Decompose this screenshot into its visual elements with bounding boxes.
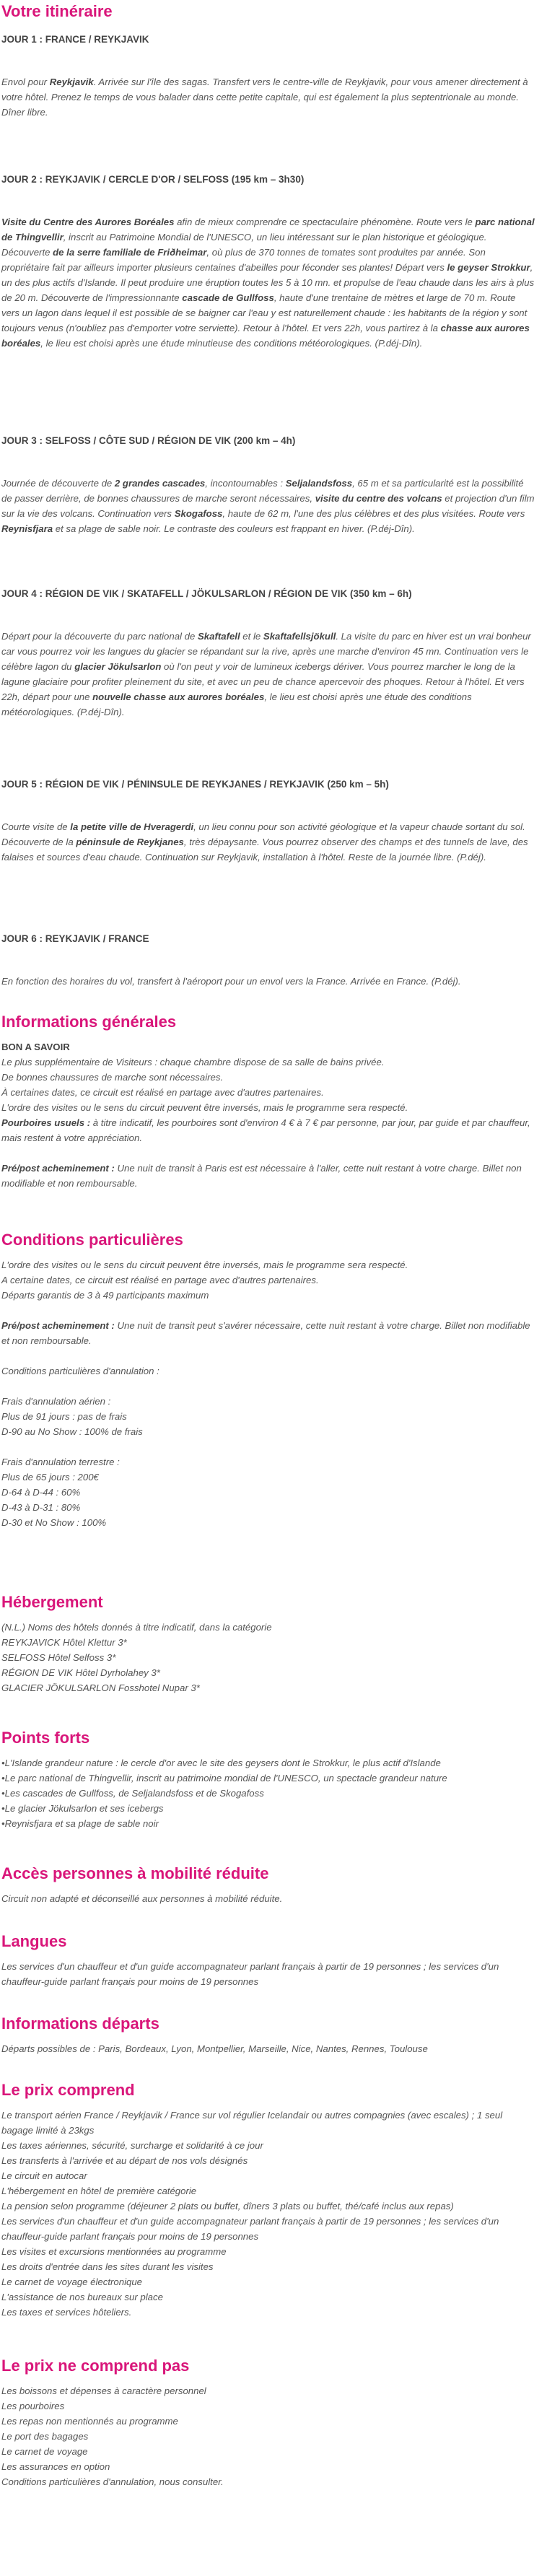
general-section (1, 1012, 535, 1191)
day-heading: JOUR 4 : RÉGION DE VIK / SKATAFELL / JÖKULSARLON / RÉGION DE VIK (350 km – 6h) (1, 588, 412, 599)
body-text: , le lieu est choisi après une étude des conditions météorologiques. (P.déj-Dîn). (1, 691, 472, 717)
hotel-line: GLACIER JÖKULSARLON Fosshotel Nupar 3* (1, 1682, 200, 1693)
cancel-title: Conditions particulières d'annulation : (1, 1365, 159, 1376)
emphasis-text: Visite du Centre des Aurores Boréales (1, 217, 175, 227)
info-line: De bonnes chaussures de marche sont nécessaires. (1, 1071, 224, 1083)
emphasis-text: chasse aux aurores boréales (1, 323, 530, 349)
excluded-line: Conditions particulières d'annulation, nous consulter. (1, 2476, 224, 2487)
ground-cancel-line: D-64 à D-44 : 60% (1, 1486, 81, 1498)
ne-comprend-section (1, 2356, 535, 2489)
excluded-line: Les boissons et dépenses à caractère personnel (1, 2385, 206, 2396)
day-text (1, 476, 535, 536)
tips-paragraph (1, 1115, 535, 1145)
highlight-line: •Reynisfjara et sa plage de sable noir (1, 1817, 159, 1829)
acces-section (1, 1864, 535, 1906)
bon-a-savoir-label: BON A SAVOIR (1, 1041, 70, 1052)
emphasis-text: visite du centre des volcans (315, 493, 442, 504)
ground-cancel-title: Frais d'annulation terrestre : (1, 1456, 120, 1467)
highlight-line: •Le glacier Jökulsarlon et ses icebergs (1, 1802, 164, 1814)
section-title: Informations générales (1, 1013, 177, 1031)
included-line: Le carnet de voyage électronique (1, 2276, 143, 2287)
section-title: Langues (1, 1932, 67, 1950)
body-text: , incontournables : (205, 478, 286, 489)
section-title: Accès personnes à mobilité réduite (1, 1864, 269, 1882)
info-line: Le plus supplémentaire de Visiteurs : chaque chambre dispose de sa salle de bains privée. (1, 1056, 385, 1067)
itinerary-title: Votre itinéraire (1, 2, 113, 20)
section-title: Le prix ne comprend pas (1, 2357, 190, 2375)
body-text: Courte visite de (1, 821, 71, 832)
emphasis-text: la petite ville de Hveragerdi (70, 821, 194, 832)
comprend-section (1, 2080, 535, 2320)
body-text: Départ pour la découverte du parc national de (1, 631, 198, 642)
emphasis-text: Seljalandsfoss (285, 478, 353, 489)
body-text: , un lieu connu pour son activité géologique et la vapeur chaude sortant du sol. Découverte de la (1, 821, 525, 847)
emphasis-text: parc national de Thingvellir (1, 217, 535, 243)
body-text: , haute d'une trentaine de mètres et large de 70 m. Route vers un lagon dans lequel il est possible de se baigner car l'eau y est naturellement chaude : les habitants de la région y sont toujours venus (n'oubliez pas d'emporter votre serviette). Retour à l'hôtel. Et vers 22h, vous partirez à la (1, 292, 528, 333)
air-cancel-title: Frais d'annulation aérien : (1, 1395, 111, 1407)
day-text (1, 629, 535, 720)
body-text: En fonction des horaires du vol, transfert à l'aéroport pour un envol vers la France. Arrivée en France. (P.déj). (1, 976, 461, 987)
excluded-line: Les repas non mentionnés au programme (1, 2415, 178, 2427)
highlight-line: •Les cascades de Gullfoss, de Seljalandsfoss et de Skogafoss (1, 1787, 264, 1799)
hotel-line: (N.L.) Noms des hôtels donnés à titre indicatif, dans la catégorie (1, 1621, 272, 1633)
air-cancel-line: D-90 au No Show : 100% de frais (1, 1425, 143, 1437)
pre-post-label: Pré/post acheminement : (1, 1319, 115, 1331)
condition-line: L'ordre des visites ou le sens du circuit peuvent être inversés, mais le programme sera respecté. (1, 1259, 408, 1270)
pre-post-paragraph (1, 1318, 535, 1348)
emphasis-text: Reynisfjara (1, 523, 53, 534)
day-heading: JOUR 6 : REYKJAVIK / FRANCE (1, 933, 149, 944)
body-text: , haute de 62 m, l'une des plus célèbres et des plus visitées. Route vers (222, 508, 525, 519)
body-text: Journée de découverte de (1, 478, 115, 489)
emphasis-text: de la serre familiale de Friðheimar (53, 247, 207, 258)
info-line: À certaines dates, ce circuit est réalisé en partage avec d'autres partenaires. (1, 1086, 324, 1098)
pre-post-label: Pré/post acheminement : (1, 1162, 115, 1174)
day-heading: JOUR 5 : RÉGION DE VIK / PÉNINSULE DE REYKJANES / REYKJAVIK (250 km – 5h) (1, 779, 389, 790)
day-heading: JOUR 3 : SELFOSS / CÔTE SUD / RÉGION DE VIK (200 km – 4h) (1, 435, 296, 446)
langues-section (1, 1931, 535, 1989)
day-6 (1, 931, 535, 989)
hotel-line: RÉGION DE VIK Hôtel Dyrholahey 3* (1, 1667, 160, 1678)
included-line: Le circuit en autocar (1, 2170, 87, 2181)
body-text: et sa plage de sable noir. Le contraste des couleurs est frappant en hiver. (P.déj-Dîn). (53, 523, 415, 534)
emphasis-text: glacier Jökulsarlon (74, 661, 162, 672)
acces-text: Circuit non adapté et déconseillé aux personnes à mobilité réduite. (1, 1892, 283, 1904)
body-text: où l'on peut y voir de lumineux icebergs dériver. Vous pourrez marcher le long de la lagune glaciaire pour profiter pleinement du site, et avec un peu de chance apercevoir des phoques. Retour à l'hôtel. Et vers 22h, départ pour une (1, 661, 525, 702)
day-text (1, 974, 535, 989)
excluded-line: Les pourboires (1, 2400, 65, 2411)
day-heading: JOUR 2 : REYKJAVIK / CERCLE D'OR / SELFOSS (195 km – 3h30) (1, 174, 305, 185)
pre-post-text: Une nuit de transit peut s'avérer nécessaire, cette nuit restant à votre charge. Billet non modifiable et non remboursable. (1, 1319, 530, 1346)
included-line: L'hébergement en hôtel de première catégorie (1, 2185, 197, 2196)
excluded-line: Le port des bagages (1, 2430, 89, 2442)
tips-label: Pourboires usuels : (1, 1117, 91, 1128)
body-text: Envol pour (1, 77, 50, 87)
ground-cancel-line: Plus de 65 jours : 200€ (1, 1471, 99, 1483)
body-text: , le lieu est choisi après une étude minutieuse des conditions météorologiques. (P.déj-Dîn). (40, 338, 423, 349)
section-title: Hébergement (1, 1593, 103, 1611)
langues-text: Les services d'un chauffeur et d'un guide accompagnateur parlant français à partir de 19 personnes ; les services d'un chauffeur-guide parlant français pour moins de 19 personnes (1, 1960, 499, 1987)
included-line: Les droits d'entrée dans les sites durant les visites (1, 2261, 214, 2272)
body-text: , un des plus actifs d'Islande. Il peut produire une éruption toutes les 5 à 10 mn. et propulse de l'eau chaude dans les airs à plus de 20 m. Découverte de l'impressionnante (1, 262, 535, 303)
body-text: , très dépaysante. Vous pourrez observer des champs et des tunnels de lave, des falaises et sources d'eau chaude. Continuation sur Reykjavik, installation à l'hôtel. Reste de la journée libre. (P.déj). (1, 837, 528, 863)
hotel-line: SELFOSS Hôtel Selfoss 3* (1, 1651, 116, 1663)
condition-line: A certaine dates, ce circuit est réalisé en partage avec d'autres partenaires. (1, 1274, 319, 1285)
included-line: La pension selon programme (déjeuner 2 plats ou buffet, dîners 3 plats ou buffet, thé/café inclus aux repas) (1, 2200, 454, 2212)
day-1 (1, 32, 535, 120)
pre-post-text: Une nuit de transit à Paris est est nécessaire à l'aller, cette nuit restant à votre charge. Billet non modifiable et non remboursable. (1, 1162, 522, 1189)
points-forts-section (1, 1728, 535, 1831)
included-line: Les transferts à l'arrivée et au départ de nos vols désignés (1, 2154, 248, 2166)
section-title: Le prix comprend (1, 2081, 135, 2099)
day-text (1, 74, 535, 120)
body-text: et projection d'un film sur la vie des volcans. Continuation vers (1, 493, 535, 519)
tips-text: à titre indicatif, les pourboires sont d'environ 4 € à 7 € par personne, par jour, par guide et par chauffeur, mais restent à votre appréciation. (1, 1117, 530, 1143)
included-line: Les services d'un chauffeur et d'un guide accompagnateur parlant français à partir de 19 personnes ; les services d'un chauffeur-guide parlant français pour moins de 19 personnes (1, 2215, 499, 2242)
info-line: L'ordre des visites ou le sens du circuit peuvent être inversés, mais le programme sera respecté. (1, 1101, 408, 1113)
day-text (1, 214, 535, 351)
included-line: Les taxes aériennes, sécurité, surcharge et solidarité à ce jour (1, 2139, 263, 2151)
day-5 (1, 777, 535, 865)
included-line: Les taxes et services hôteliers. (1, 2306, 132, 2318)
day-4 (1, 586, 535, 720)
emphasis-text: Reykjavik (49, 77, 94, 87)
body-text: , 65 m et sa particularité est la possibilité de passer derrière, de bonnes chaussures de marche seront nécessaires, (1, 478, 524, 504)
section-title: Conditions particulières (1, 1231, 183, 1249)
air-cancel-line: Plus de 91 jours : pas de frais (1, 1410, 127, 1422)
excluded-line: Le carnet de voyage (1, 2445, 88, 2457)
emphasis-text: Skaftafell (198, 631, 240, 642)
ground-cancel-line: D-43 à D-31 : 80% (1, 1501, 81, 1513)
emphasis-text: Skogafoss (174, 508, 223, 519)
highlight-line: •L'Islande grandeur nature : le cercle d'or avec le site des geysers dont le Strokkur, le plus actif d'Islande (1, 1757, 441, 1768)
departs-section (1, 2014, 535, 2056)
departs-text: Départs possibles de : Paris, Bordeaux, Lyon, Montpellier, Marseille, Nice, Nantes, Rennes, Toulouse (1, 2043, 428, 2054)
body-text: , inscrit au Patrimoine Mondial de l'UNESCO, un lieu intéressant sur le plan historique et géologique. Découverte (1, 232, 487, 258)
conditions-section (1, 1230, 535, 1530)
condition-line: Départs garantis de 3 à 49 participants maximum (1, 1289, 209, 1301)
body-text: afin de mieux comprendre ce spectaculaire phénomène. Route vers le (174, 217, 476, 227)
body-text: et le (240, 631, 263, 642)
hebergement-section (1, 1592, 535, 1695)
body-text: , où plus de 370 tonnes de tomates sont produites par année. Son propriétaire fait par ailleurs importer plusieurs centaines d'abeilles pour féconder ses plantes! Départ vers (1, 247, 486, 273)
highlight-line: •Le parc national de Thingvellir, inscrit au patrimoine mondial de l'UNESCO, un spectacle grandeur nature (1, 1772, 447, 1783)
body-text: . Arrivée sur l'île des sagas. Transfert vers le centre-ville de Reykjavik, pour vous amener directement à votre hôtel. Prenez le temps de vous balader dans cette petite capitale, qui est également la plus septentrionale au monde. Dîner libre. (1, 77, 528, 118)
body-text: . La visite du parc en hiver est un vrai bonheur car vous pourrez voir les langues du glacier se répandant sur la rive, après une marche d'environ 45 mn. Continuation vers le célèbre lagon du (1, 631, 531, 672)
excluded-line: Les assurances en option (1, 2461, 110, 2472)
day-heading: JOUR 1 : FRANCE / REYKJAVIK (1, 34, 149, 45)
day-text (1, 819, 535, 865)
pre-post-paragraph (1, 1161, 535, 1191)
emphasis-text: le geyser Strokkur (447, 262, 530, 273)
included-line: Les visites et excursions mentionnées au programme (1, 2245, 227, 2257)
ground-cancel-line: D-30 et No Show : 100% (1, 1516, 107, 1528)
emphasis-text: nouvelle chasse aux aurores boréales (92, 691, 265, 702)
day-2 (1, 172, 535, 351)
day-3 (1, 433, 535, 536)
section-title: Points forts (1, 1729, 90, 1747)
included-line: L'assistance de nos bureaux sur place (1, 2291, 163, 2302)
section-title: Informations départs (1, 2014, 159, 2033)
emphasis-text: Skaftafellsjökull (263, 631, 336, 642)
emphasis-text: cascade de Gullfoss (182, 292, 274, 303)
hotel-line: REYKJAVICK Hôtel Klettur 3* (1, 1636, 127, 1648)
emphasis-text: péninsule de Reykjanes (76, 837, 184, 847)
emphasis-text: 2 grandes cascades (114, 478, 206, 489)
included-line: Le transport aérien France / Reykjavik / France sur vol régulier Icelandair ou autres compagnies (avec escales) ; 1 seul bagage limité à 23kgs (1, 2109, 503, 2136)
